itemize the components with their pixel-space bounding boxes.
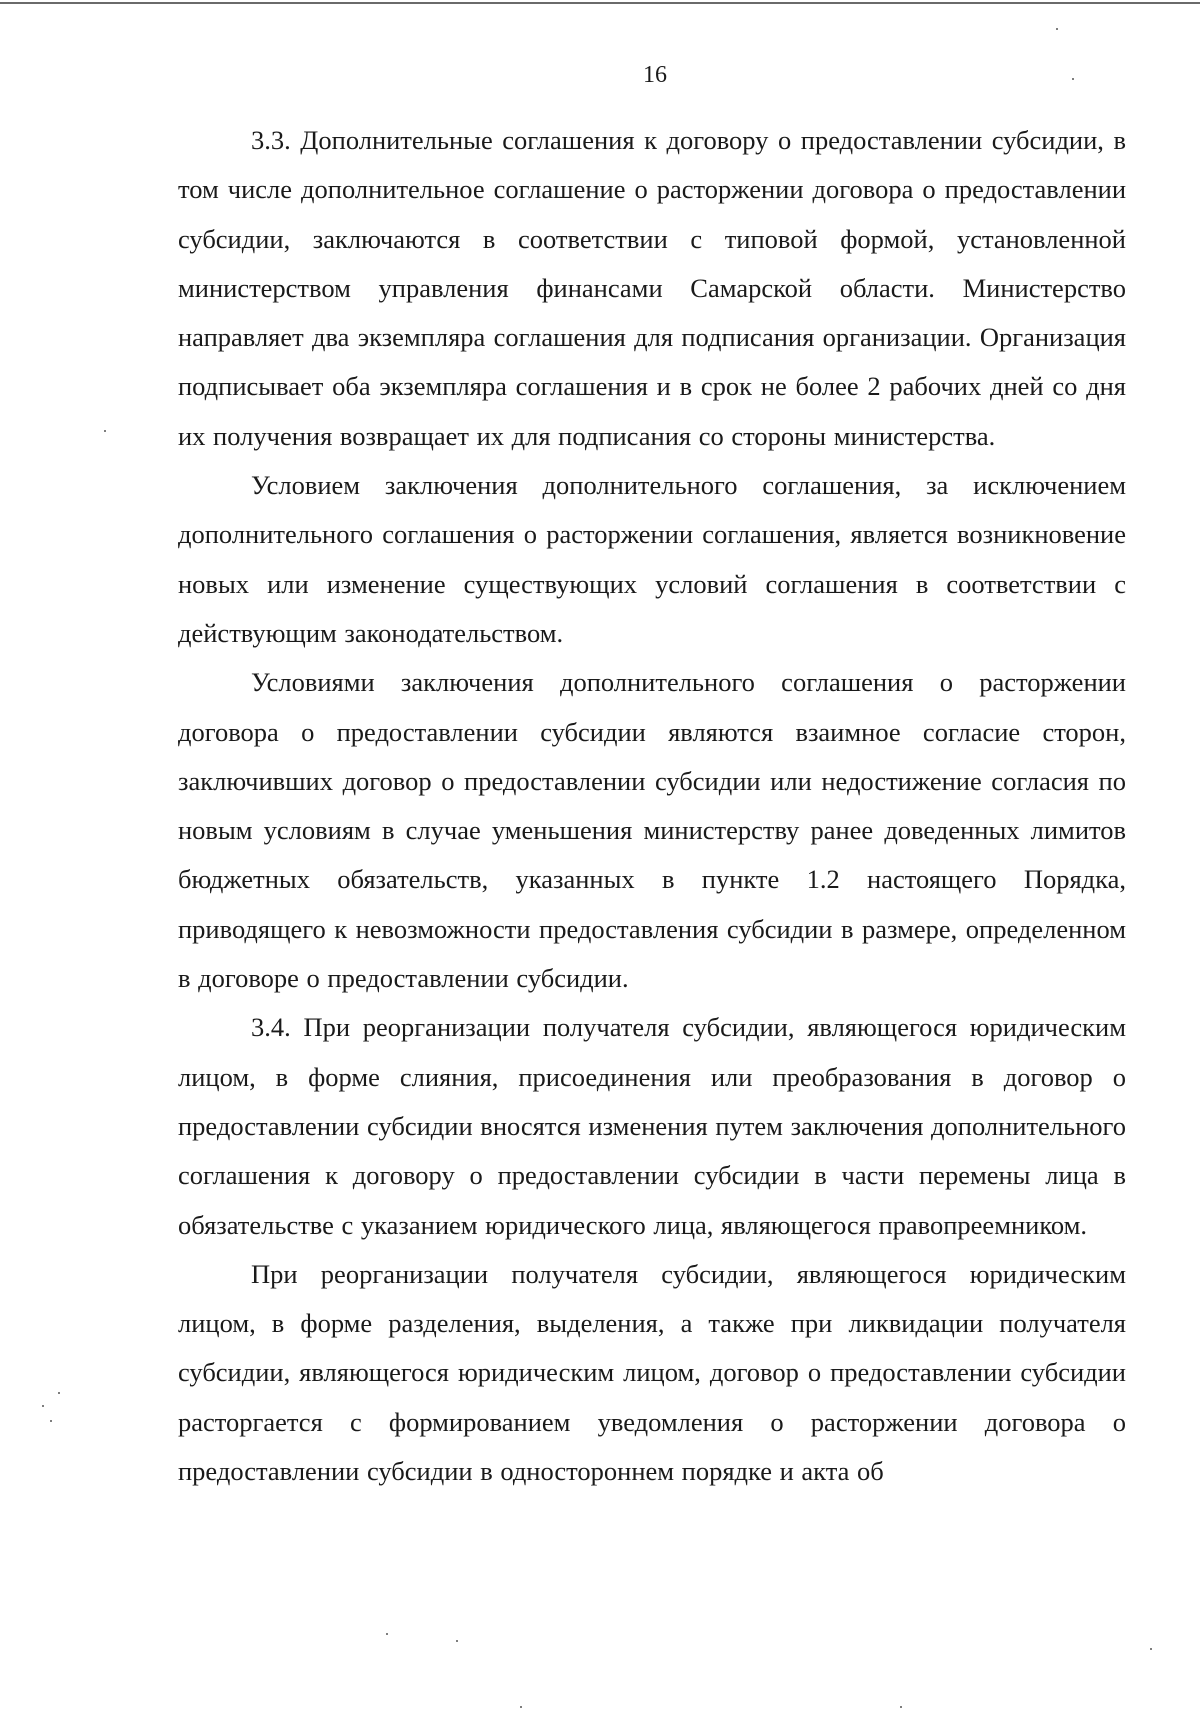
scan-speck xyxy=(900,1706,902,1708)
paragraph-3-3: 3.3. Дополнительные соглашения к договору о предоставлении субсидии, в том числе дополнительное соглашение о расторжении договора о предоставлении субсидии, заключаются в соответствии с типовой формой, установленной министерством управления финансами Самарской области. Министерство направляет два экземпляра соглашения для подписания организации. Организация подписывает оба экземпляра соглашения и в срок не более 2 рабочих дней со дня их получения возвращает их для подписания со стороны министерства. xyxy=(178,125,1126,451)
document-body xyxy=(178,116,1126,1496)
paragraph-termination-conditions: Условиями заключения дополнительного соглашения о расторжении договора о предоставлении субсидии являются взаимное согласие сторон, заключивших договор о предоставлении субсидии или недостижение согласия по новым условиям в случае уменьшения министерству ранее доведенных лимитов бюджетных обязательств, указанных в пункте 1.2 настоящего Порядка, приводящего к невозможности предоставления субсидии в размере, определенном в договоре о предоставлении субсидии. xyxy=(178,667,1126,994)
paragraph-reorganization-liquidation: При реорганизации получателя субсидии, являющегося юридическим лицом, в форме разделения, выделения, а также при ликвидации получателя субсидии, являющегося юридическим лицом, договор о предоставлении субсидии расторгается с формированием уведомления о расторжении договора о предоставлении субсидии в одностороннем порядке и акта об xyxy=(178,1258,1126,1487)
paragraph-additional-agreement-condition: Условием заключения дополнительного соглашения, за исключением дополнительного соглашения о расторжении соглашения, является возникновение новых или изменение существующих условий соглашения в соответствии с действующим законодательством. xyxy=(178,470,1126,648)
scan-speck xyxy=(1056,28,1058,30)
scan-speck xyxy=(386,1633,388,1635)
scan-speck xyxy=(1150,1648,1152,1650)
paragraph-3-4: 3.4. При реорганизации получателя субсидии, являющегося юридическим лицом, в форме слияния, присоединения или преобразования в договор о предоставлении субсидии вносятся изменения путем заключения дополнительного соглашения к договору о предоставлении субсидии в части перемены лица в обязательстве с указанием юридического лица, являющегося правопреемником. xyxy=(178,1012,1126,1240)
scan-speck xyxy=(456,1640,458,1642)
page-number: 16 xyxy=(643,62,667,88)
scan-speck xyxy=(104,430,106,432)
scan-speck xyxy=(1072,78,1074,80)
scan-speck xyxy=(50,1420,52,1422)
scan-speck xyxy=(58,1392,60,1394)
scan-top-edge-line xyxy=(0,2,1200,4)
scan-speck xyxy=(520,1706,522,1708)
scan-speck xyxy=(42,1405,44,1407)
